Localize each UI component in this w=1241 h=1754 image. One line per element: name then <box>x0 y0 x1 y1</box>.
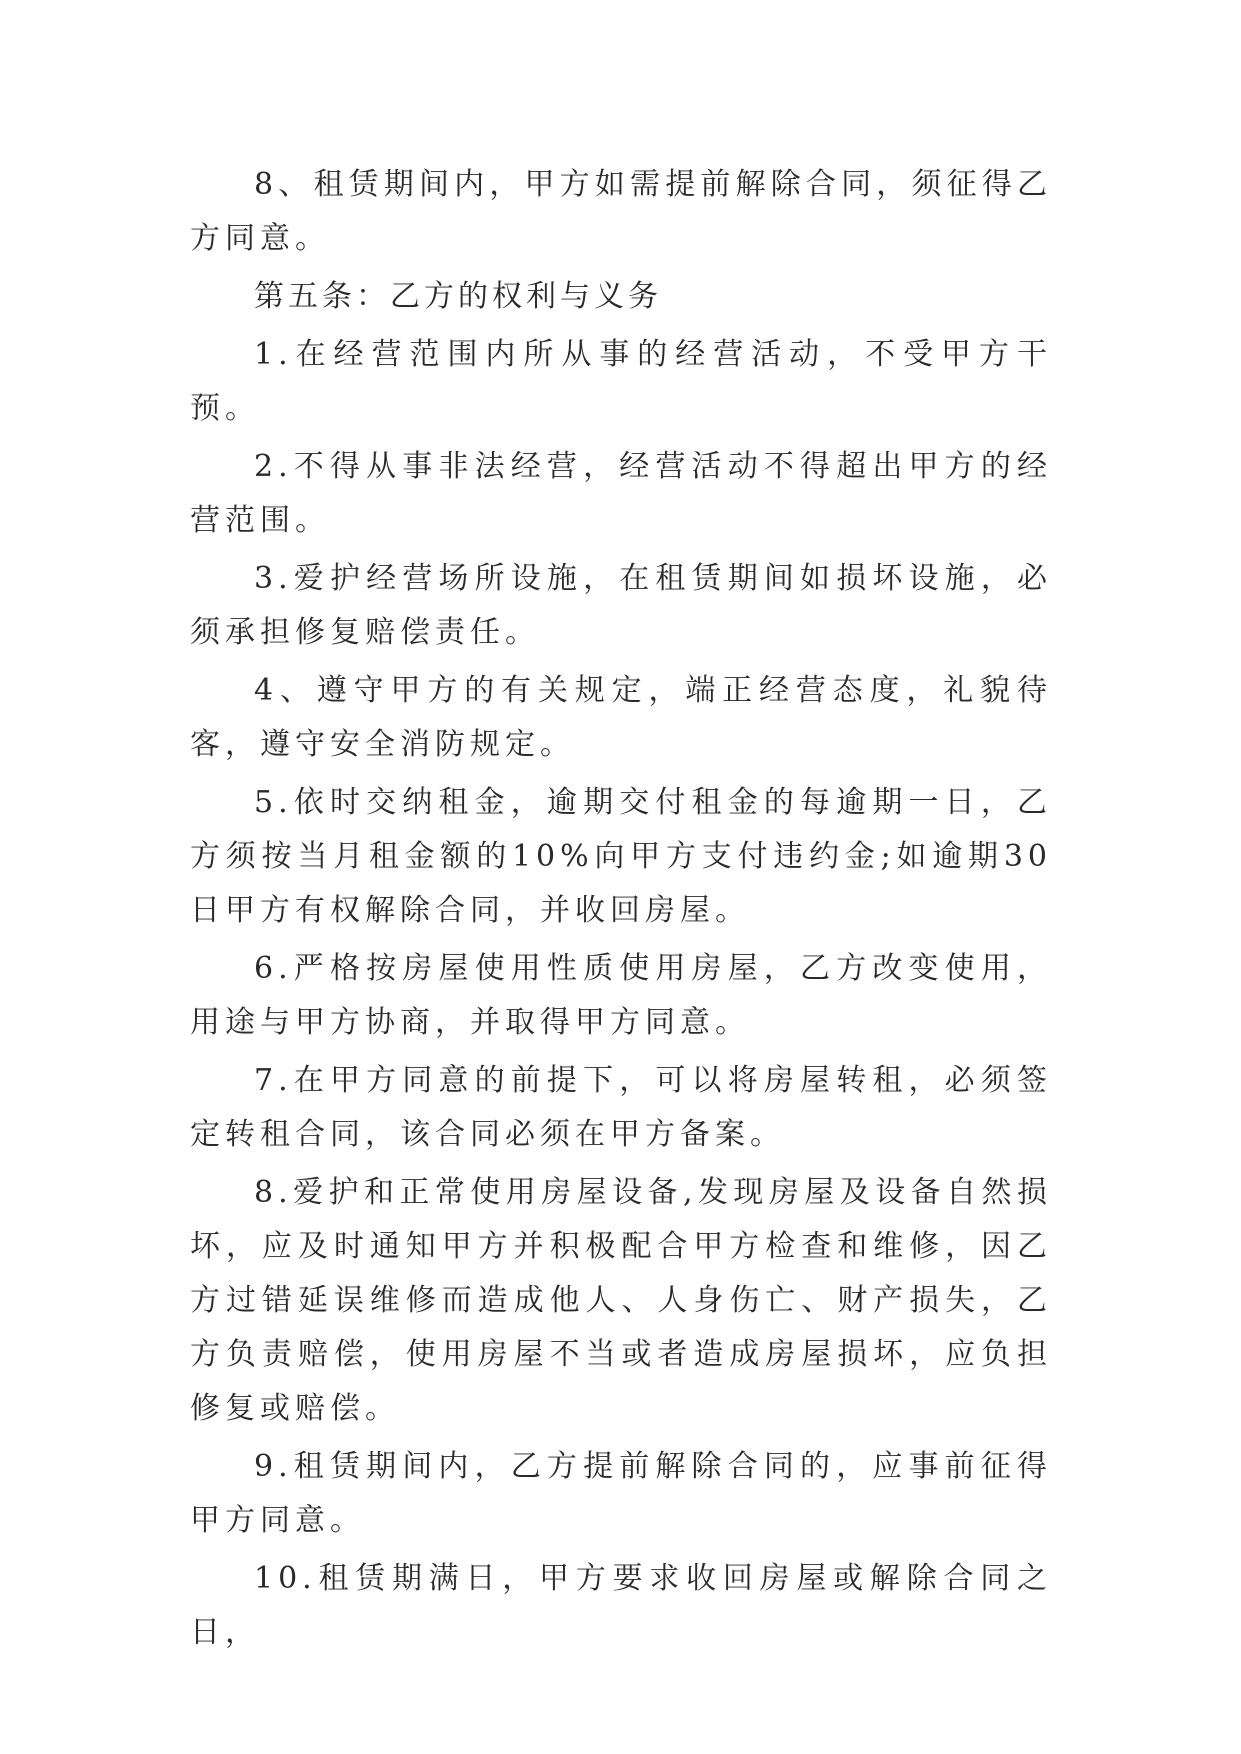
article-5-item-10: 10.租赁期满日，甲方要求收回房屋或解除合同之日， <box>190 1561 1052 1650</box>
article-5-item-2: 2.不得从事非法经营，经营活动不得超出甲方的经营范围。 <box>190 449 1052 538</box>
article-5-item-1: 1.在经营范围内所从事的经营活动，不受甲方干预。 <box>190 337 1052 426</box>
article-5-item-8: 8.爱护和正常使用房屋设备,发现房屋及设备自然损坏，应及时通知甲方并积极配合甲方检查和维修，因乙方过错延误维修而造成他人、人身伤亡、财产损失，乙方负责赔偿，使用房屋不当或者造成房屋损坏，应负担修复或赔偿。 <box>190 1175 1052 1426</box>
article-5-item-3: 3.爱护经营场所设施，在租赁期间如损坏设施，必须承担修复赔偿责任。 <box>190 561 1052 650</box>
article-5-item-5: 5.依时交纳租金，逾期交付租金的每逾期一日，乙方须按当月租金额的10%向甲方支付违约金;如逾期30日甲方有权解除合同，并收回房屋。 <box>190 785 1052 928</box>
article-5-item-4: 4、遵守甲方的有关规定，端正经营态度，礼貌待客，遵守安全消防规定。 <box>190 673 1052 762</box>
article-5-heading: 第五条：乙方的权利与义务 <box>254 279 662 314</box>
clause-4-item-8: 8、租赁期间内，甲方如需提前解除合同，须征得乙方同意。 <box>190 167 1052 256</box>
article-5-item-6: 6.严格按房屋使用性质使用房屋，乙方改变使用，用途与甲方协商，并取得甲方同意。 <box>190 951 1052 1040</box>
article-5-item-9: 9.租赁期间内，乙方提前解除合同的，应事前征得甲方同意。 <box>190 1449 1052 1538</box>
article-5-item-7: 7.在甲方同意的前提下，可以将房屋转租，必须签定转租合同，该合同必须在甲方备案。 <box>190 1063 1052 1152</box>
document-body <box>190 158 1052 1664</box>
